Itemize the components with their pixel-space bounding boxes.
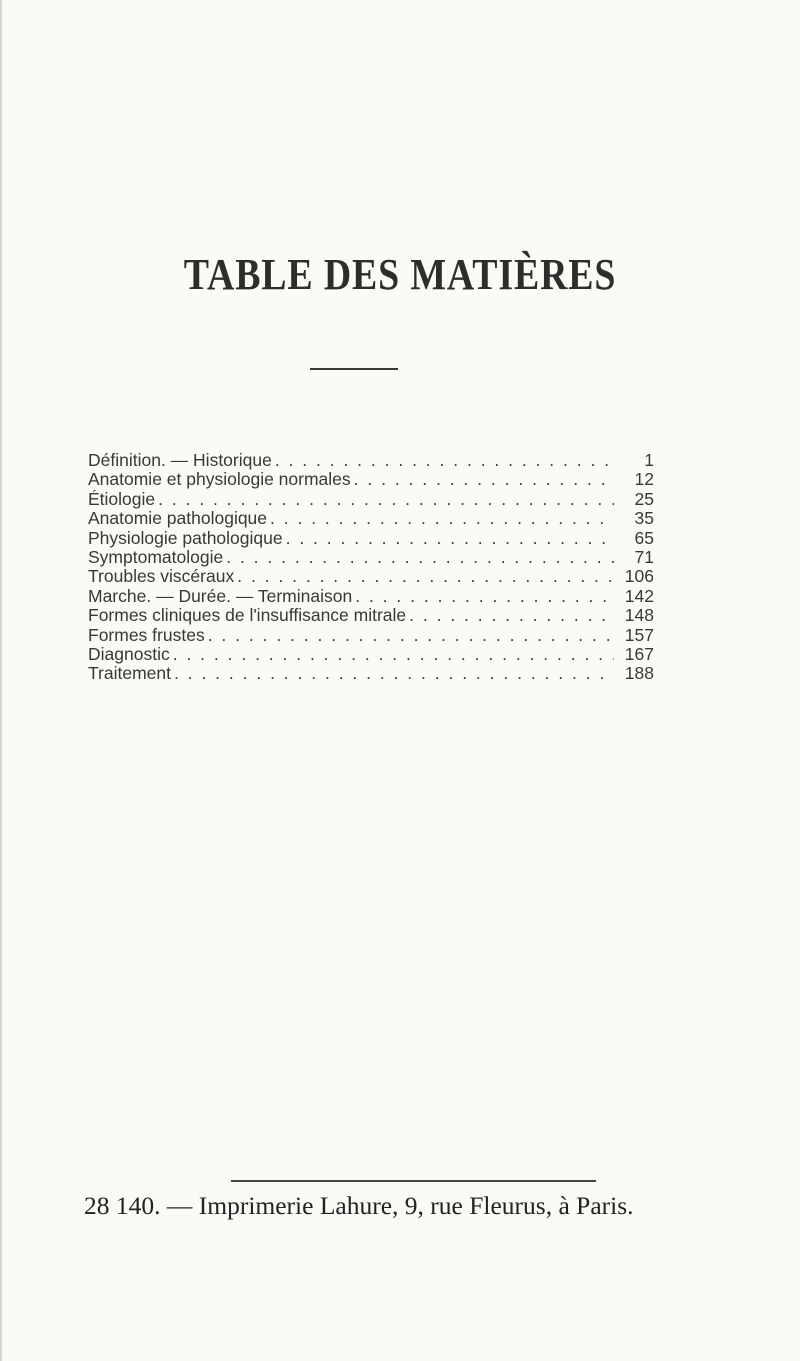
toc-entry-title: Formes frustes	[88, 625, 205, 645]
page-title: TABLE DES MATIÈRES	[183, 250, 617, 300]
dot-leader	[237, 567, 614, 586]
toc-entry-title: Physiologie pathologique	[88, 528, 283, 548]
toc-entry-page: 1	[644, 451, 654, 470]
toc-entry	[88, 626, 654, 645]
dot-leader	[226, 548, 614, 567]
dot-leader	[270, 509, 614, 528]
toc-entry-title: Diagnostic	[88, 644, 170, 664]
toc-entry	[88, 529, 654, 548]
toc-entry-page: 65	[634, 528, 654, 548]
toc-entry-page: 106	[624, 567, 654, 587]
dot-leader	[286, 529, 614, 548]
dot-leader	[174, 664, 614, 683]
toc-entry-title: Anatomie pathologique	[88, 509, 268, 529]
toc-entry	[88, 645, 654, 664]
toc-entry	[88, 548, 654, 567]
toc-entry	[88, 509, 654, 528]
toc-entry-title: Traitement	[88, 664, 171, 684]
toc-entry	[88, 606, 654, 625]
toc-entry-page: 142	[624, 586, 654, 606]
toc-entry-title: Symptomatologie	[88, 547, 224, 567]
toc-entry-title: Formes cliniques de l'insuffisance mitrale	[88, 606, 407, 626]
printer-imprint: 28 140. — Imprimerie Lahure, 9, rue Fleurus, à Paris.	[84, 1191, 634, 1220]
toc-entry-page: 157	[624, 625, 654, 645]
toc-entry-title: Étiologie	[88, 489, 156, 509]
dot-leader	[158, 490, 614, 509]
page-edge	[0, 0, 2, 1361]
title-divider	[310, 368, 398, 370]
toc-entry-page: 25	[634, 489, 654, 509]
toc-entry-title: Anatomie et physiologie normales	[88, 470, 351, 490]
dot-leader	[409, 606, 614, 625]
toc-entry-page: 35	[634, 509, 654, 529]
dot-leader	[173, 645, 614, 664]
toc-entry-page: 148	[624, 606, 654, 626]
dot-leader	[354, 470, 614, 489]
toc-entry	[88, 664, 654, 683]
toc-entry-page: 188	[624, 664, 654, 684]
footer-divider	[231, 1180, 596, 1182]
toc-entry-title: Définition. — Historique	[88, 451, 272, 470]
toc-entry-title: Marche. — Durée. — Terminaison	[88, 586, 353, 606]
toc-entry	[88, 490, 654, 509]
dot-leader	[275, 451, 614, 470]
toc-entry	[88, 567, 654, 586]
toc-entry-title: Troubles viscéraux	[88, 567, 235, 587]
dot-leader	[208, 626, 614, 645]
toc-entry-page: 71	[634, 547, 654, 567]
dot-leader	[355, 587, 614, 606]
toc-entry-page: 167	[624, 644, 654, 664]
toc-entry	[88, 470, 654, 489]
toc-entry-page: 12	[634, 470, 654, 490]
toc-entry	[88, 451, 654, 470]
table-of-contents	[88, 451, 654, 684]
toc-entry	[88, 587, 654, 606]
